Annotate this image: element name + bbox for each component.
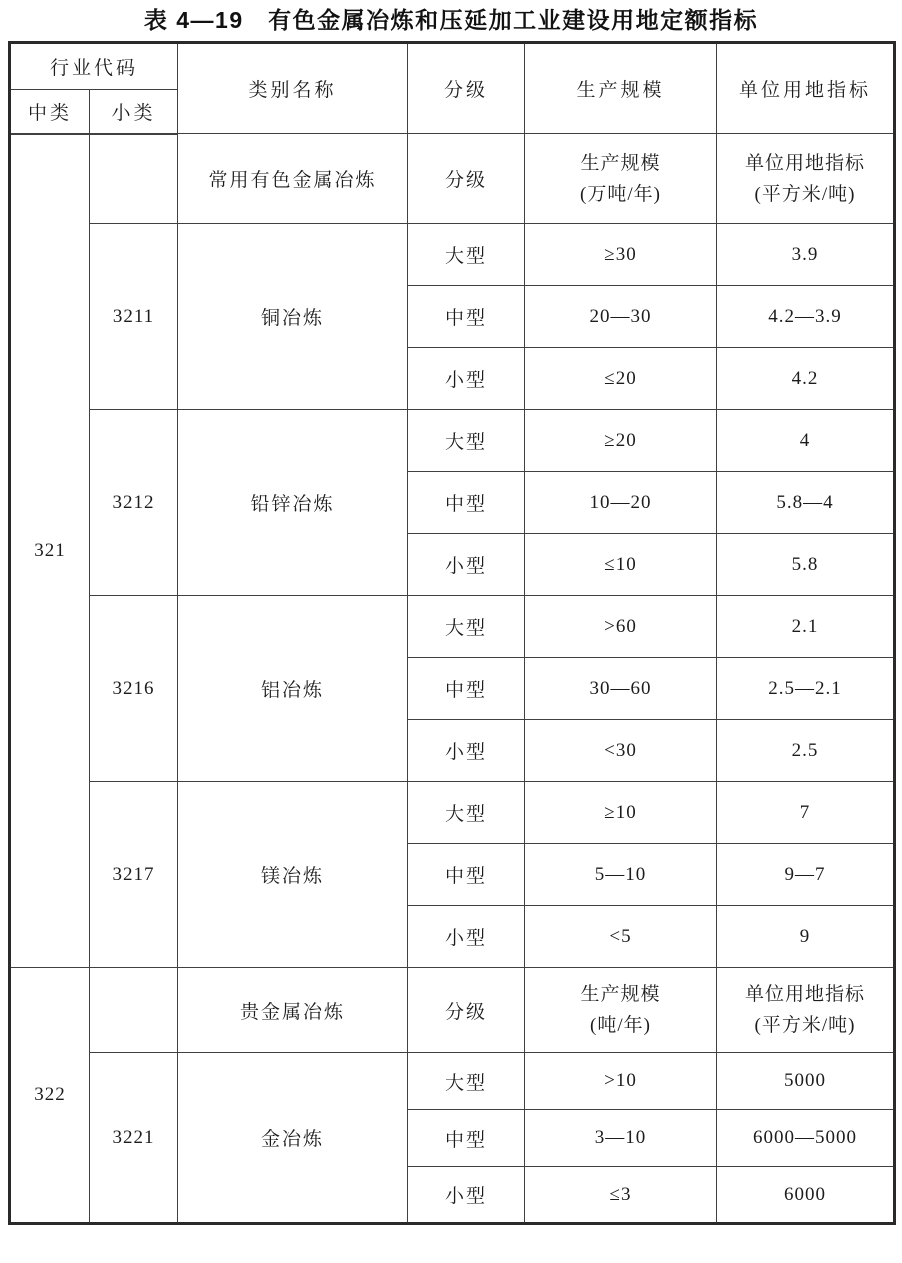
grade-cell: 小型 (408, 906, 525, 968)
scale-cell: <5 (525, 906, 717, 968)
indicator-cell: 7 (717, 782, 895, 844)
small-code-cell: 3221 (90, 1053, 178, 1224)
scale-cell: 3—10 (525, 1110, 717, 1167)
table-row (10, 224, 895, 286)
header-industry-code: 行业代码 (10, 43, 178, 90)
indicator-unit: (平方米/吨) (754, 1015, 856, 1036)
scale-cell: ≤10 (525, 534, 717, 596)
category-cell: 铜冶炼 (178, 224, 408, 410)
grade-cell: 大型 (408, 782, 525, 844)
grade-cell: 中型 (408, 286, 525, 348)
category-cell: 铅锌冶炼 (178, 410, 408, 596)
indicator-cell: 3.9 (717, 224, 895, 286)
small-code-empty-cell (90, 968, 178, 1053)
scale-cell: >10 (525, 1053, 717, 1110)
grade-cell: 大型 (408, 596, 525, 658)
grade-cell: 小型 (408, 534, 525, 596)
indicator-unit: (平方米/吨) (754, 183, 856, 205)
grade-cell: 中型 (408, 472, 525, 534)
scale-cell: 20—30 (525, 286, 717, 348)
subheader-grade-cell: 分级 (408, 134, 525, 224)
indicator-cell: 6000 (717, 1167, 895, 1224)
indicator-cell: 2.1 (717, 596, 895, 658)
mid-code-cell: 322 (10, 968, 90, 1224)
grade-cell: 中型 (408, 658, 525, 720)
scale-cell: ≥20 (525, 410, 717, 472)
quota-table (8, 41, 896, 1225)
header-unit-land-indicator: 单位用地指标 (717, 43, 895, 134)
scale-title: 生产规模 (580, 152, 661, 174)
grade-cell: 小型 (408, 348, 525, 410)
category-cell: 金冶炼 (178, 1053, 408, 1224)
indicator-cell: 5.8—4 (717, 472, 895, 534)
scale-cell: <30 (525, 720, 717, 782)
indicator-cell: 4.2 (717, 348, 895, 410)
small-code-cell: 3212 (90, 410, 178, 596)
scale-cell: 30—60 (525, 658, 717, 720)
header-mid-class: 中类 (10, 90, 90, 134)
table-row (10, 43, 895, 90)
indicator-cell: 4.2—3.9 (717, 286, 895, 348)
indicator-title: 单位用地指标 (745, 984, 866, 1005)
indicator-cell: 2.5 (717, 720, 895, 782)
mid-code-cell: 321 (10, 134, 90, 968)
table-row (10, 782, 895, 844)
table-row (10, 1053, 895, 1110)
scale-cell: ≥10 (525, 782, 717, 844)
subheader-category-cell: 常用有色金属冶炼 (178, 134, 408, 224)
subheader-grade-cell: 分级 (408, 968, 525, 1053)
scale-unit: (吨/年) (590, 1015, 651, 1036)
table-row (10, 134, 895, 224)
scale-cell: 10—20 (525, 472, 717, 534)
small-code-cell: 3216 (90, 596, 178, 782)
table-row (10, 410, 895, 472)
header-grade: 分级 (408, 43, 525, 134)
scale-cell: ≥30 (525, 224, 717, 286)
grade-cell: 大型 (408, 410, 525, 472)
scale-cell: >60 (525, 596, 717, 658)
header-production-scale: 生产规模 (525, 43, 717, 134)
header-small-class: 小类 (90, 90, 178, 134)
grade-cell: 大型 (408, 224, 525, 286)
indicator-cell: 2.5—2.1 (717, 658, 895, 720)
table-row (10, 596, 895, 658)
indicator-cell: 9 (717, 906, 895, 968)
indicator-cell: 6000—5000 (717, 1110, 895, 1167)
subheader-category-cell: 贵金属冶炼 (178, 968, 408, 1053)
header-category-name: 类别名称 (178, 43, 408, 134)
grade-cell: 小型 (408, 1167, 525, 1224)
subheader-scale-cell (525, 134, 717, 224)
indicator-cell: 4 (717, 410, 895, 472)
indicator-cell: 5.8 (717, 534, 895, 596)
scale-cell: 5—10 (525, 844, 717, 906)
indicator-cell: 9—7 (717, 844, 895, 906)
grade-cell: 中型 (408, 844, 525, 906)
small-code-empty-cell (90, 134, 178, 224)
small-code-cell: 3217 (90, 782, 178, 968)
indicator-title: 单位用地指标 (745, 152, 866, 174)
grade-cell: 大型 (408, 1053, 525, 1110)
scale-title: 生产规模 (580, 984, 661, 1005)
table-row (10, 968, 895, 1053)
subheader-scale-cell (525, 968, 717, 1053)
scale-cell: ≤20 (525, 348, 717, 410)
grade-cell: 小型 (408, 720, 525, 782)
grade-cell: 中型 (408, 1110, 525, 1167)
subheader-indicator-cell (717, 134, 895, 224)
category-cell: 铝冶炼 (178, 596, 408, 782)
scale-unit: (万吨/年) (580, 183, 661, 205)
scale-cell: ≤3 (525, 1167, 717, 1224)
indicator-cell: 5000 (717, 1053, 895, 1110)
document-title: 表 4—19 有色金属冶炼和压延加工业建设用地定额指标 (143, 7, 759, 33)
subheader-indicator-cell (717, 968, 895, 1053)
small-code-cell: 3211 (90, 224, 178, 410)
category-cell: 镁冶炼 (178, 782, 408, 968)
